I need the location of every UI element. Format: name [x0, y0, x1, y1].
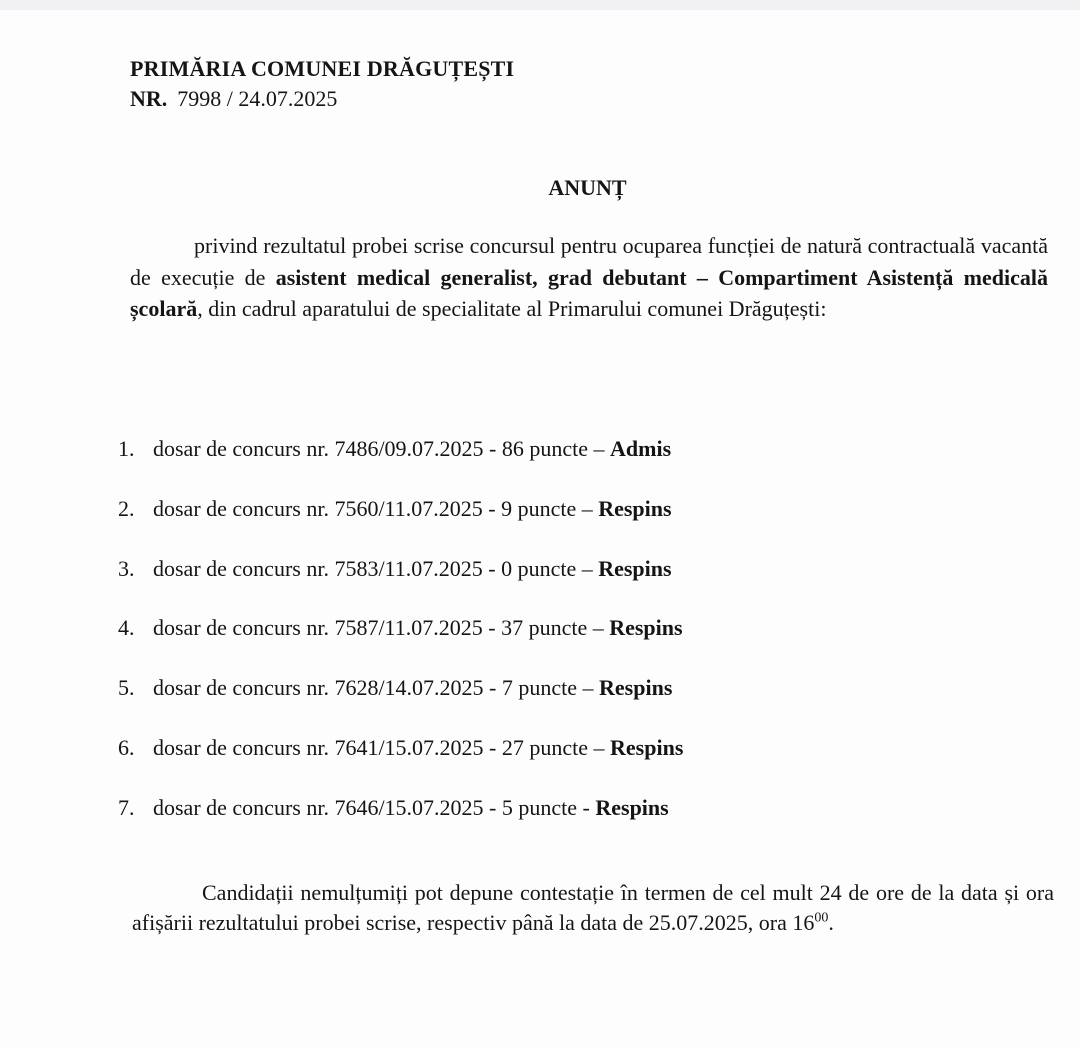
- result-number: 5.: [118, 675, 135, 701]
- results-list: [118, 434, 683, 853]
- result-status: Respins: [609, 615, 683, 641]
- position-name: asistent medical generalist, grad debutant – Compartiment Asistență medicală școlară: [130, 264, 1049, 321]
- top-bar: [0, 0, 1080, 10]
- registration-number-value: 7998 / 24.07.2025: [177, 86, 338, 111]
- result-text: dosar de concurs nr. 7646/15.07.2025 - 5 puncte -: [153, 794, 596, 820]
- result-number: 7.: [118, 794, 135, 820]
- appeal-notice-end: .: [828, 910, 834, 935]
- result-number: 1.: [118, 436, 135, 461]
- result-item: [118, 434, 683, 494]
- result-text: dosar de concurs nr. 7587/11.07.2025 - 37 puncte –: [153, 615, 610, 641]
- result-text: dosar de concurs nr. 7560/11.07.2025 - 9 puncte –: [153, 495, 599, 521]
- result-status: Admis: [610, 436, 672, 461]
- registration-number: [130, 84, 514, 114]
- result-item: [118, 613, 683, 673]
- result-item: [118, 554, 683, 614]
- intro-text-start: privind rezultatul probei scrise concursul pentru ocuparea funcției de natură contractuală vacantă de execuție de: [130, 233, 1048, 290]
- result-number: 2.: [118, 495, 135, 521]
- result-status: Respins: [598, 555, 672, 581]
- announcement-title: ANUNȚ: [548, 175, 627, 200]
- result-status: Respins: [599, 675, 673, 701]
- result-item: [118, 673, 683, 733]
- result-item: [118, 733, 683, 793]
- result-status: Respins: [610, 734, 684, 760]
- institution-name: PRIMĂRIA COMUNEI DRĂGUȚEȘTI: [130, 56, 515, 81]
- appeal-notice: [132, 878, 1054, 938]
- result-text: dosar de concurs nr. 7583/11.07.2025 - 0 puncte –: [153, 555, 599, 581]
- result-item: [118, 494, 683, 554]
- document-header: [130, 54, 514, 114]
- result-item: [118, 793, 683, 853]
- appeal-notice-text: Candidații nemulțumiți pot depune contestație în termen de cel mult 24 de ore de la data și ora afișării rezultatului probei scrise, respectiv până la data de 25.07.2025, ora 16: [132, 880, 1054, 935]
- result-status: Respins: [595, 794, 669, 820]
- result-text: dosar de concurs nr. 7641/15.07.2025 - 27 puncte –: [153, 734, 611, 760]
- result-text: dosar de concurs nr. 7628/14.07.2025 - 7 puncte –: [153, 675, 600, 701]
- registration-number-label: NR.: [130, 86, 168, 111]
- appeal-hour-superscript: 00: [814, 910, 829, 926]
- result-number: 6.: [118, 734, 135, 760]
- intro-text-end: , din cadrul aparatului de specialitate al Primarului comunei Drăguțești:: [197, 296, 827, 321]
- result-number: 3.: [118, 555, 135, 581]
- result-number: 4.: [118, 615, 135, 641]
- result-status: Respins: [598, 495, 672, 521]
- result-text: dosar de concurs nr. 7486/09.07.2025 - 86 puncte –: [153, 436, 611, 461]
- announcement-intro: [130, 230, 1048, 325]
